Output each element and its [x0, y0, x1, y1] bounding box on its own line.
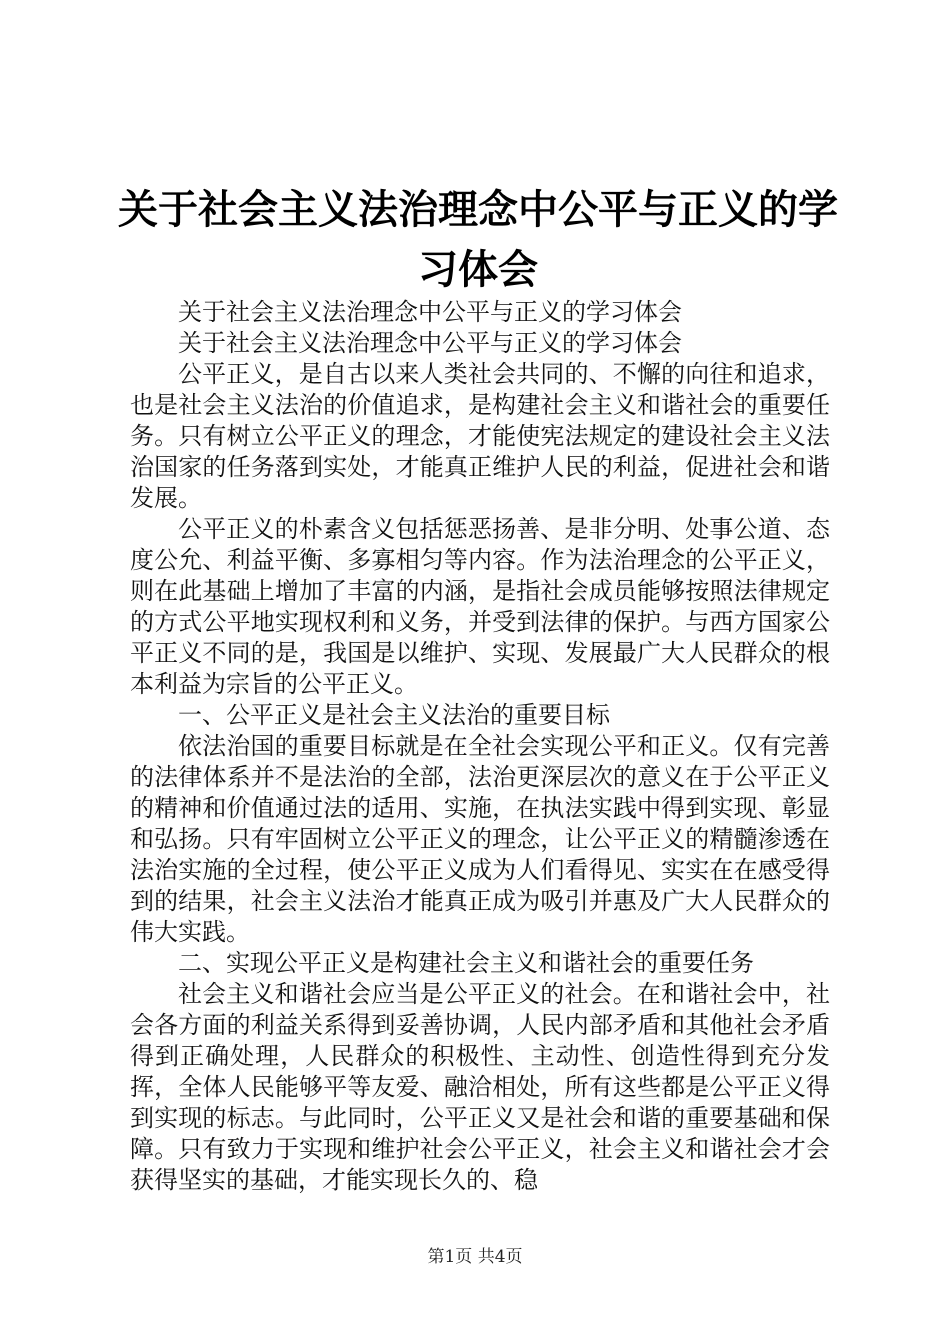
paragraph: 关于社会主义法治理念中公平与正义的学习体会 [178, 298, 682, 326]
paragraph: 关于社会主义法治理念中公平与正义的学习体会 [178, 329, 682, 357]
paragraph: 依法治国的重要目标就是在全社会实现公平和正义。仅有完善的法律体系并不是法治的全部，法治更深层次的意义在于公平正义的精神和价值通过法的适用、实施，在执法实践中得到实现、彰显和弘扬。只有牢固树立公平正义的理念，让公平正义的精髓渗透在法治实施的全过程，使公平正义成为人们看得见、实实在在感受得到的结果，社会主义法治才能真正成为吸引并惠及广大人民群众的伟大实践。 [130, 732, 830, 946]
page-footer: 第1页 共4页 [427, 1247, 523, 1267]
section-heading: 一、公平正义是社会主义法治的重要目标 [178, 701, 610, 729]
document-title: 关于社会主义法治理念中公平与正义的学习体会 [118, 187, 838, 293]
paragraph: 公平正义，是自古以来人类社会共同的、不懈的向往和追求，也是社会主义法治的价值追求，是构建社会主义和谐社会的重要任务。只有树立公平正义的理念，才能使宪法规定的建设社会主义法治国家的任务落到实处，才能真正维护人民的利益，促进社会和谐发展。 [130, 360, 830, 512]
document-body [130, 297, 830, 1196]
section-heading: 二、实现公平正义是构建社会主义和谐社会的重要任务 [178, 949, 754, 977]
paragraph: 公平正义的朴素含义包括惩恶扬善、是非分明、处事公道、态度公允、利益平衡、多寡相匀等内容。作为法治理念的公平正义，则在此基础上增加了丰富的内涵，是指社会成员能够按照法律规定的方式公平地实现权利和义务，并受到法律的保护。与西方国家公平正义不同的是，我国是以维护、实现、发展最广大人民群众的根本利益为宗旨的公平正义。 [130, 515, 830, 698]
paragraph: 社会主义和谐社会应当是公平正义的社会。在和谐社会中，社会各方面的利益关系得到妥善协调，人民内部矛盾和其他社会矛盾得到正确处理，人民群众的积极性、主动性、创造性得到充分发挥，全体人民能够平等友爱、融洽相处，所有这些都是公平正义得到实现的标志。与此同时，公平正义又是社会和谐的重要基础和保障。只有致力于实现和维护社会公平正义，社会主义和谐社会才会获得坚实的基础，才能实现长久的、稳 [130, 980, 830, 1194]
